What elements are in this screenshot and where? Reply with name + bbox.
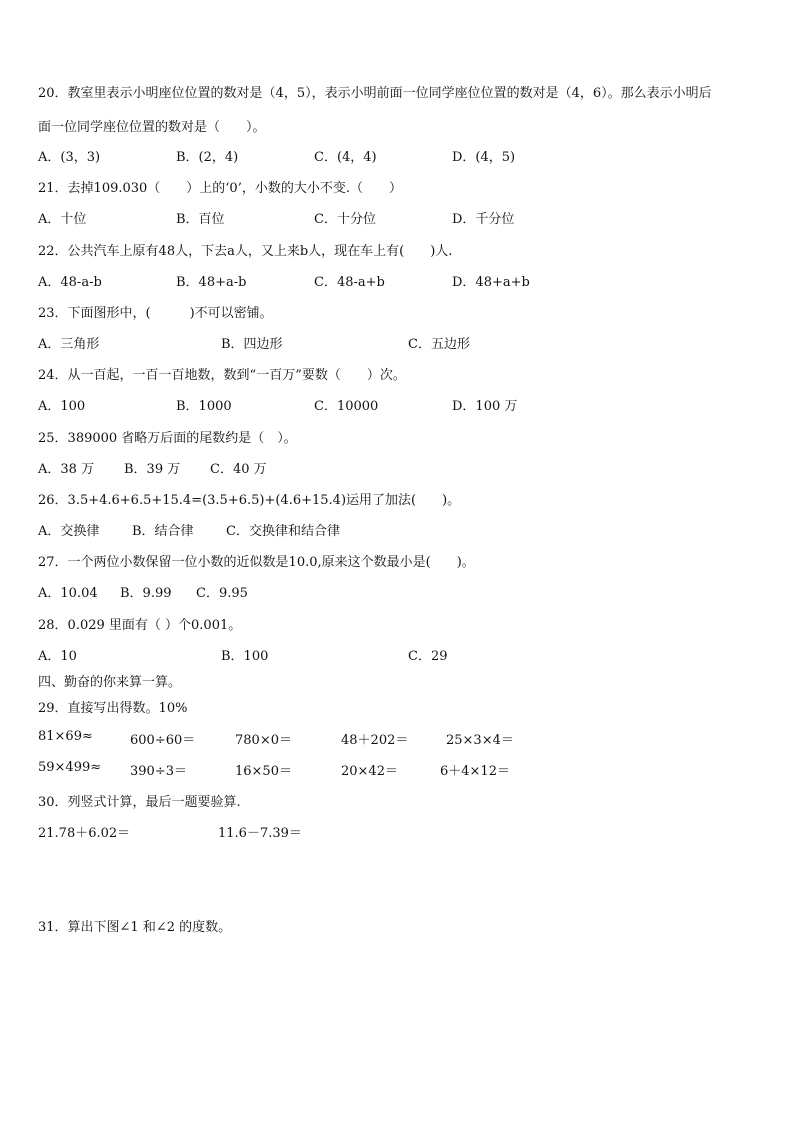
q29-item-2-1: 59×499≈ <box>38 760 102 775</box>
question-23-stem: 23．下面图形中，( )不可以密铺。 <box>38 306 273 321</box>
q29-item-2-5: 6＋4×12＝ <box>440 764 510 779</box>
q24-option-b: B．1000 <box>176 399 232 414</box>
question-31-stem: 31．算出下图∠1 和∠2 的度数。 <box>38 920 232 935</box>
q29-item-2-2: 390÷3＝ <box>130 764 187 779</box>
q29-item-1-2: 600÷60＝ <box>130 733 196 748</box>
q28-option-c: C．29 <box>408 649 448 664</box>
q21-option-d: D．千分位 <box>452 212 515 227</box>
q20-option-c: C．(4，4) <box>314 150 377 165</box>
q23-option-c: C．五边形 <box>408 337 470 352</box>
question-30-stem: 30．列竖式计算，最后一题要验算. <box>38 795 241 810</box>
q23-option-a: A．三角形 <box>38 337 100 352</box>
q25-option-a: A．38 万 <box>38 462 95 477</box>
q27-option-a: A．10.04 <box>38 586 98 601</box>
q29-item-1-1: 81×69≈ <box>38 729 93 744</box>
q22-option-c: C．48-a+b <box>314 275 385 290</box>
q27-option-c: C．9.95 <box>196 586 248 601</box>
q23-option-b: B．四边形 <box>221 337 283 352</box>
q26-option-b: B．结合律 <box>132 524 194 539</box>
q20-option-d: D．(4，5) <box>452 150 516 165</box>
question-26-stem: 26．3.5+4.6+6.5+15.4=(3.5+6.5)+(4.6+15.4)运用了加法( )。 <box>38 493 461 508</box>
q28-option-b: B．100 <box>221 649 269 664</box>
q25-option-c: C．40 万 <box>210 462 267 477</box>
q22-option-d: D．48+a+b <box>452 275 530 290</box>
q29-item-1-4: 48＋202＝ <box>341 733 409 748</box>
q24-option-a: A．100 <box>38 399 86 414</box>
q29-item-2-4: 20×42＝ <box>341 764 398 779</box>
q29-item-1-5: 25×3×4＝ <box>446 733 514 748</box>
q29-item-2-3: 16×50＝ <box>235 764 292 779</box>
q29-item-1-3: 780×0＝ <box>235 733 292 748</box>
question-20-stem-line2: 面一位同学座位位置的数对是（ ）。 <box>38 120 266 135</box>
q21-option-b: B．百位 <box>176 212 225 227</box>
q28-option-a: A．10 <box>38 649 77 664</box>
q22-option-b: B．48+a-b <box>176 275 247 290</box>
q30-item-2: 11.6－7.39＝ <box>218 826 302 841</box>
q21-option-c: C．十分位 <box>314 212 376 227</box>
q24-option-c: C．10000 <box>314 399 379 414</box>
question-22-stem: 22．公共汽车上原有48人，下去a人，又上来b人，现在车上有( )人. <box>38 244 453 259</box>
q21-option-a: A．十位 <box>38 212 87 227</box>
question-21-stem: 21．去掉109.030（ ）上的‘0’，小数的大小不变.（ ） <box>38 181 402 196</box>
question-25-stem: 25．389000 省略万后面的尾数约是（ ）。 <box>38 431 297 446</box>
section-heading: 四、勤奋的你来算一算。 <box>38 675 182 690</box>
q27-option-b: B．9.99 <box>120 586 172 601</box>
q20-option-b: B．(2，4) <box>176 150 239 165</box>
q30-item-1: 21.78＋6.02＝ <box>38 826 131 841</box>
q26-option-c: C．交换律和结合律 <box>226 524 340 539</box>
question-20-stem-line1: 20．教室里表示小明座位位置的数对是（4，5），表示小明前面一位同学座位位置的数对是（4，6）。那么表示小明后 <box>38 86 712 101</box>
question-27-stem: 27．一个两位小数保留一位小数的近似数是10.0,原来这个数最小是( )。 <box>38 555 475 570</box>
question-29-stem: 29．直接写出得数。10% <box>38 701 188 716</box>
q22-option-a: A．48-a-b <box>38 275 102 290</box>
q24-option-d: D．100 万 <box>452 399 518 414</box>
q20-option-a: A．(3，3) <box>38 150 101 165</box>
question-28-stem: 28．0.029 里面有（ ）个0.001。 <box>38 618 242 633</box>
q26-option-a: A．交换律 <box>38 524 100 539</box>
question-24-stem: 24．从一百起，一百一百地数，数到“一百万”要数（ ）次。 <box>38 368 406 383</box>
q25-option-b: B．39 万 <box>124 462 181 477</box>
